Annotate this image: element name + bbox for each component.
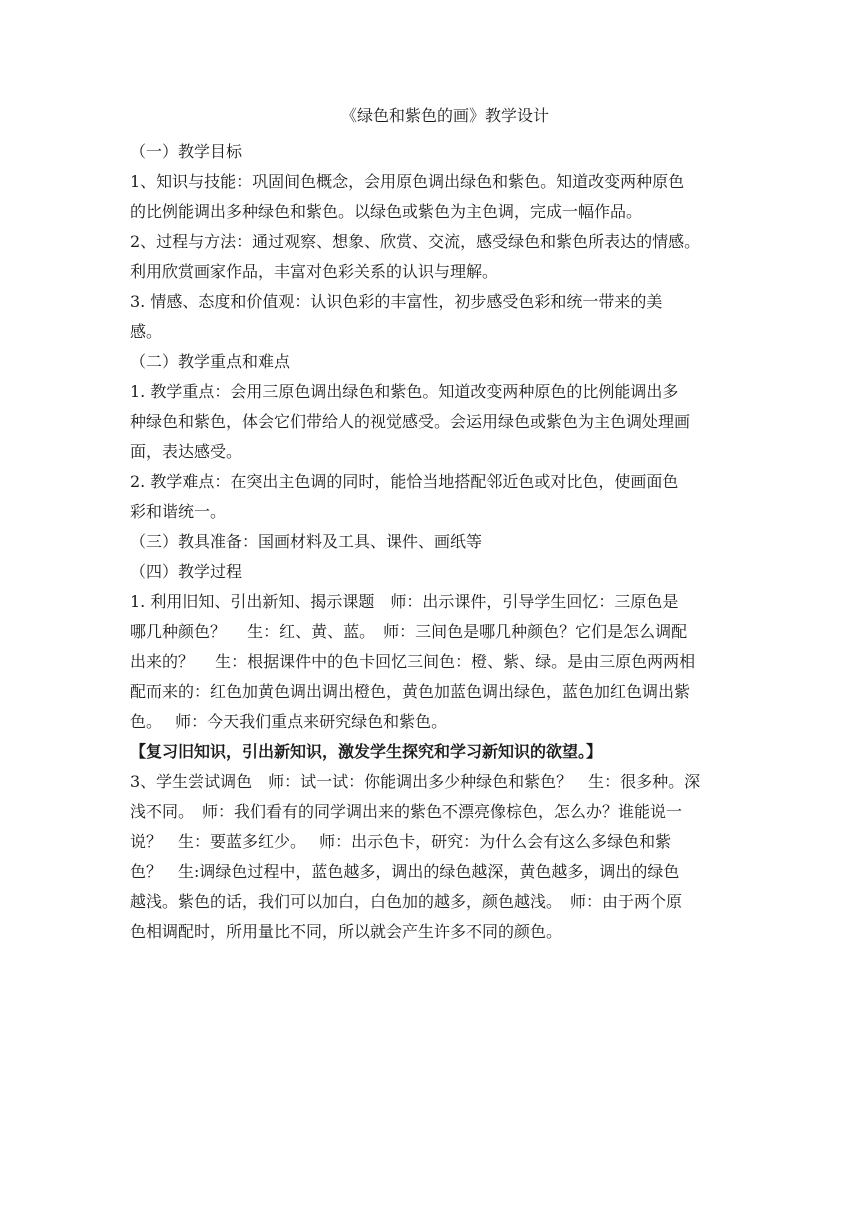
paragraph-line: 浅不同。 师：我们看有的同学调出来的紫色不漂亮像棕色，怎么办？谁能说一: [130, 802, 683, 821]
section-heading: （三）教具准备：国画材料及工具、课件、画纸等: [130, 532, 483, 551]
paragraph-line: 3. 情感、态度和价值观：认识色彩的丰富性，初步感受色彩和统一带来的美: [130, 292, 663, 311]
paragraph-line: 面，表达感受。: [130, 442, 243, 461]
paragraph-line: 3、学生尝试调色 师：试一试：你能调出多少种绿色和紫色？ 生：很多种。深: [130, 772, 701, 791]
bracket-note: 【复习旧知识，引出新知识，激发学生探究和学习新知识的欲望。】: [130, 742, 603, 761]
document-body: [130, 137, 740, 947]
paragraph-line: 的比例能调出多种绿色和紫色。以绿色或紫色为主色调，完成一幅作品。: [130, 202, 643, 221]
paragraph-line: 1、知识与技能：巩固间色概念，会用原色调出绿色和紫色。知道改变两种原色: [130, 172, 685, 191]
paragraph-line: 哪几种颜色？ 生：红、黄、蓝。 师：三间色是哪几种颜色？它们是怎么调配: [130, 622, 688, 641]
paragraph-line: 越浅。紫色的话，我们可以加白，白色加的越多，颜色越浅。 师：由于两个原: [130, 892, 683, 911]
paragraph-line: 2、过程与方法：通过观察、想象、欣赏、交流，感受绿色和紫色所表达的情感。: [130, 232, 701, 251]
paragraph-line: 感。: [130, 322, 163, 341]
paragraph-line: 色？ 生:调绿色过程中，蓝色越多，调出的绿色越深，黄色越多，调出的绿色: [130, 862, 680, 881]
paragraph-line: 配而来的：红色加黄色调出调出橙色，黄色加蓝色调出绿色，蓝色加红色调出紫: [130, 682, 691, 701]
section-heading: （二）教学重点和难点: [130, 352, 291, 371]
document-title: 《绿色和紫色的画》教学设计: [340, 106, 549, 125]
section-heading: （一）教学目标: [130, 142, 243, 161]
paragraph-line: 色相调配时，所用量比不同，所以就会产生许多不同的颜色。: [130, 922, 563, 941]
paragraph-line: 利用欣赏画家作品，丰富对色彩关系的认识与理解。: [130, 262, 499, 281]
paragraph-line: 色。 师：今天我们重点来研究绿色和紫色。: [130, 712, 448, 731]
paragraph-line: 彩和谐统一。: [130, 502, 227, 521]
paragraph-line: 1. 利用旧知、引出新知、揭示课题 师：出示课件，引导学生回忆：三原色是: [130, 592, 679, 611]
paragraph-line: 2. 教学难点：在突出主色调的同时，能恰当地搭配邻近色或对比色，使画面色: [130, 472, 679, 491]
paragraph-line: 出来的？ 生：根据课件中的色卡回忆三间色：橙、紫、绿。是由三原色两两相: [130, 652, 696, 671]
paragraph-line: 说？ 生：要蓝多红少。 师：出示色卡，研究：为什么会有这么多绿色和紫: [130, 832, 672, 851]
paragraph-line: 种绿色和紫色，体会它们带给人的视觉感受。会运用绿色或紫色为主色调处理画: [130, 412, 691, 431]
document-page: [130, 105, 740, 947]
paragraph-line: 1. 教学重点：会用三原色调出绿色和紫色。知道改变两种原色的比例能调出多: [130, 382, 679, 401]
section-heading: （四）教学过程: [130, 562, 243, 581]
